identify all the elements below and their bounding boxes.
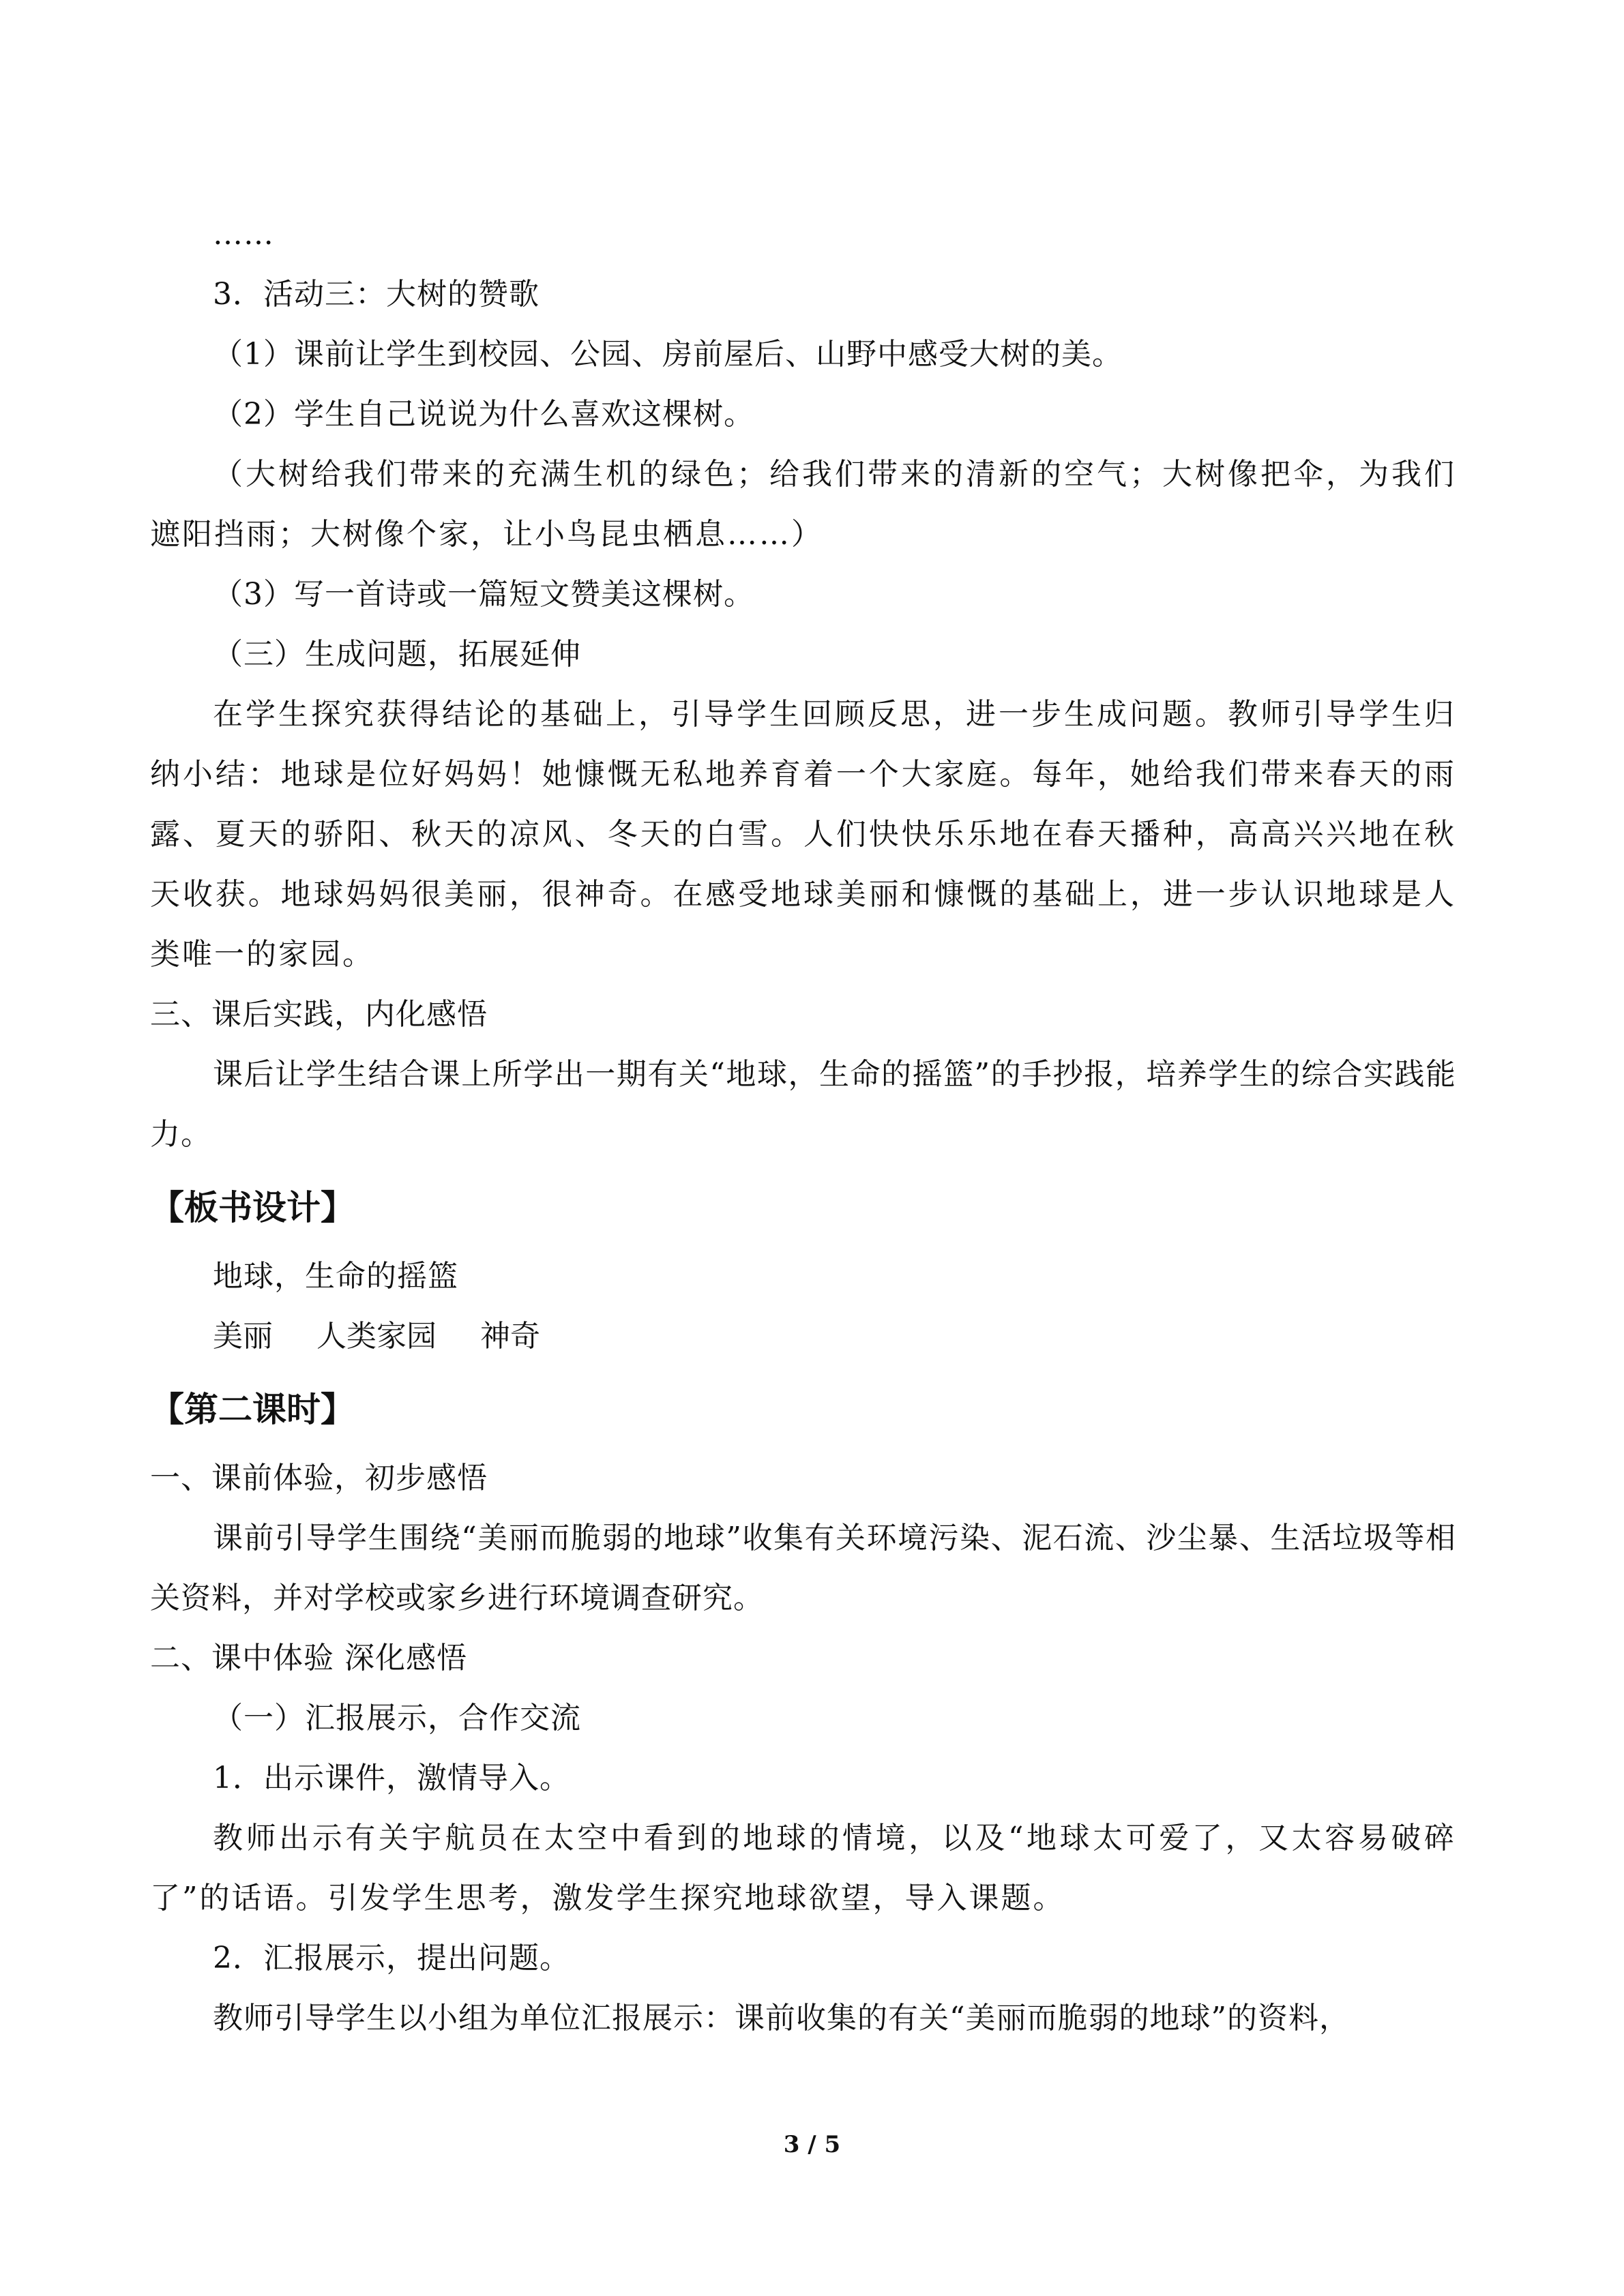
board-keyword-beautiful: 美丽 — [213, 1319, 273, 1354]
after-class-paragraph: 课后让学生结合课上所学出一期有关“地球，生命的摇篮”的手抄报，培养学生的综合实践能力。 — [150, 1057, 1456, 1152]
page-content — [150, 205, 1456, 2048]
activity-step-1: （1）课前让学生到校园、公园、房前屋后、山野中感受大树的美。 — [213, 337, 1123, 372]
summary-paragraph: 在学生探究获得结论的基础上，引导学生回顾反思，进一步生成问题。教师引导学生归纳小结：地球是位好妈妈！她慷慨无私地养育着一个大家庭。每年，她给我们带来春天的雨露、夏天的骄阳、秋天的凉风、冬天的白雪。人们快快乐乐地在春天播种，高高兴兴地在秋天收获。地球妈妈很美丽，很神奇。在感受地球美丽和慷慨的基础上，进一步认识地球是人类唯一的家园。 — [150, 697, 1456, 972]
ellipsis-line: …… — [213, 217, 274, 252]
page-number: 3 / 5 — [783, 2131, 841, 2158]
board-title: 地球，生命的摇篮 — [213, 1259, 458, 1294]
step-show-courseware: 1．出示课件，激情导入。 — [213, 1761, 570, 1795]
pre-class-paragraph: 课前引导学生围绕“美丽而脆弱的地球”收集有关环境污染、泥石流、沙尘暴、生活垃圾等相关资料，并对学校或家乡进行环境调查研究。 — [150, 1521, 1456, 1615]
astronaut-paragraph: 教师出示有关宇航员在太空中看到的地球的情境，以及“地球太可爱了，又太容易破碎了”的话语。引发学生思考，激发学生探究地球欲望，导入课题。 — [150, 1821, 1456, 1915]
activity-step-3: （3）写一首诗或一篇短文赞美这棵树。 — [213, 577, 754, 612]
section-after-class: 三、课后实践，内化感悟 — [150, 997, 488, 1032]
tree-benefits-paragraph: （大树给我们带来的充满生机的绿色；给我们带来的清新的空气；大树像把伞，为我们遮阳挡雨；大树像个家，让小鸟昆虫栖息……） — [150, 457, 1456, 552]
board-keywords — [150, 1307, 1456, 1367]
board-keyword-home: 人类家园 — [316, 1319, 437, 1354]
second-lesson-heading: 【第二课时】 — [150, 1390, 355, 1429]
group-report-line: 教师引导学生以小组为单位汇报展示：课前收集的有关“美丽而脆弱的地球”的资料， — [213, 2001, 1350, 2036]
board-keyword-magical: 神奇 — [480, 1319, 540, 1354]
step-report-questions: 2．汇报展示，提出问题。 — [213, 1941, 570, 1976]
section-generate-questions: （三）生成问题，拓展延伸 — [213, 637, 581, 672]
section-in-class: 二、课中体验 深化感悟 — [150, 1641, 467, 1675]
activity-step-2: （2）学生自己说说为什么喜欢这棵树。 — [213, 397, 754, 432]
report-exchange-title: （一）汇报展示，合作交流 — [213, 1701, 581, 1735]
section-pre-class: 一、课前体验，初步感悟 — [150, 1461, 488, 1495]
board-design-heading: 【板书设计】 — [150, 1188, 355, 1227]
activity-three-title: 3．活动三：大树的赞歌 — [213, 277, 540, 312]
